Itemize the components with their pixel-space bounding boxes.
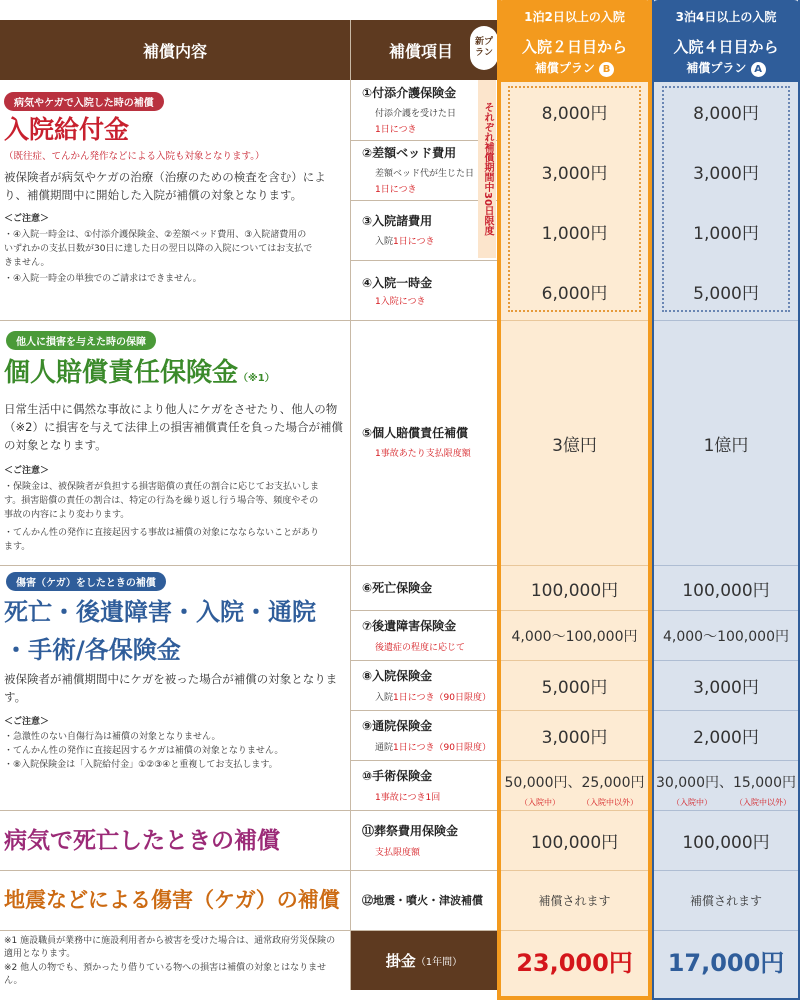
plan-a-premium: 17,000円	[667, 949, 785, 977]
item-red: 1事故につき1回	[375, 793, 441, 803]
plan-a-main-label: 入院４日目から	[673, 38, 779, 56]
item-sub: 入院1日につき（90日限度）	[375, 693, 492, 703]
plan-b-label-outpatient: （入院中以外）	[582, 798, 638, 807]
plan-b-value: 3,000円	[541, 728, 608, 748]
hospital-note-head: ＜ご注意＞	[4, 214, 50, 224]
item-title: ④入院一時金	[362, 276, 433, 290]
header-contents: 補償内容	[0, 20, 350, 80]
row-line	[351, 140, 497, 141]
plan-a-label-outpatient: （入院中以外）	[735, 798, 791, 807]
hospital-note-1: ・④入院一時金は、①付添介護保険金、②差額ベッド費用、③入院諸費用のいずれかの支払日数が30日に達した日の翌日以降の入院についてはお支払できません。	[4, 230, 313, 268]
liability-note-2: ・てんかん性の発作に直接起因する事故は補償の対象になならないことがあります。	[4, 528, 320, 552]
plan-a-value: 補償されます	[689, 894, 762, 908]
plan-a-top-label: 3泊4日以上の入院	[652, 0, 800, 32]
row-line	[0, 870, 497, 871]
plan-b-value: 3,000円	[541, 163, 608, 184]
hospital-note-2: ・④入院一時金の単独でのご請求はできません。	[4, 274, 202, 284]
liability-pill: 他人に損害を与えた時の保障	[6, 331, 156, 350]
row-line	[0, 565, 497, 566]
plan-b-value: 6,000円	[541, 283, 608, 304]
plan-b-sub-label: 補償プラン B	[497, 59, 652, 77]
plan-b-main-label: 入院２日目から	[521, 38, 627, 56]
hospital-title: 入院給付金	[4, 115, 130, 144]
item-red: 後遺症の程度に応じて	[375, 643, 466, 653]
item-title: ⑨通院保険金	[362, 719, 433, 733]
plan-a-sub-label: 補償プラン A	[652, 59, 800, 77]
injury-pill: 傷害（ケガ）をしたときの補償	[6, 572, 166, 591]
plan-b-top-label: 1泊2日以上の入院	[497, 0, 652, 32]
plan-b-value: 100,000円	[530, 833, 619, 853]
item-red: 1入院につき	[375, 297, 426, 307]
plan-b-value: 4,000〜100,000円	[511, 628, 638, 645]
plan-a-value: 1,000円	[693, 223, 759, 244]
period-limit-label: それぞれ補償期間中30日限度	[478, 80, 496, 258]
item-title: ②差額ベッド費用	[362, 146, 457, 160]
plan-a-value: 1億円	[703, 436, 749, 456]
plan-b-value: 補償されます	[538, 894, 611, 908]
hospital-pill: 病気やケガで入院した時の補償	[4, 92, 164, 111]
plan-a-value: 100,000円	[682, 833, 770, 853]
item-sub: 通院1日につき（90日限度）	[375, 743, 492, 753]
divider-left	[350, 20, 351, 990]
row-line	[501, 320, 648, 321]
plan-a-value: 3,000円	[693, 678, 759, 698]
item-title: ⑤個人賠償責任補償	[362, 426, 469, 440]
plan-a-value: 3,000円	[693, 163, 759, 184]
injury-title-2: ・手術/各保険金	[4, 636, 181, 664]
plan-b-value: 100,000円	[530, 580, 619, 601]
row-line	[351, 710, 497, 711]
footer-note-2: ※2 他人の物でも、預かったり借りている物への損害は補償の対象とはなりません。	[4, 963, 327, 986]
plan-b-header	[497, 32, 652, 82]
plan-b-value: 8,000円	[541, 103, 608, 124]
plan-b-value: 3億円	[552, 436, 597, 456]
row-line	[351, 200, 497, 201]
plan-b-premium: 23,000円	[516, 949, 633, 977]
row-line	[501, 760, 648, 761]
row-line	[351, 260, 497, 261]
item-title: ①付添介護保険金	[362, 86, 457, 100]
item-title: ⑫地震・噴火・津波補償	[362, 894, 483, 907]
row-line	[351, 660, 497, 661]
injury-note-1: ・急激性のない自傷行為は補償の対象となりません。	[4, 732, 221, 742]
illness-death-title: 病気で死亡したときの補償	[4, 828, 280, 854]
plan-a-value: 8,000円	[693, 103, 759, 124]
header-items: 補償項目	[351, 20, 497, 80]
plan-b-label-inpatient: （入院中）	[520, 798, 560, 807]
plan-b-value: 1,000円	[541, 223, 608, 244]
row-line	[351, 760, 497, 761]
plan-b-value: 50,000円、25,000円	[504, 775, 645, 791]
item-sub: 入院1日につき	[375, 237, 435, 247]
hospital-body: 被保険者が病気やケガの治療（治療のための検査を含む）により、補償期間中に開始した入院が補償の対象となります。	[4, 170, 326, 202]
hospital-subtitle: （既往症、てんかん発作などによる入院も対象となります。）	[4, 151, 265, 162]
item-red: 1事故あたり支払限度額	[375, 449, 471, 459]
liability-body: 日常生活中に偶然な事故により他人にケガをさせたり、他人の物（※2）に損害を与えて法律上の損害補償責任を負った場合が補償の対象となります。	[4, 402, 343, 452]
plan-a-value: 2,000円	[693, 728, 759, 748]
earthquake-title: 地震などによる傷害（ケガ）の補償	[4, 888, 340, 912]
row-line	[351, 610, 497, 611]
item-title: ⑧入院保険金	[362, 669, 433, 683]
item-red: 1日につき	[375, 185, 417, 195]
item-title: ⑦後遺障害保険金	[362, 619, 457, 633]
item-sub: 付添介護を受けた日	[375, 109, 457, 119]
row-line	[0, 320, 497, 321]
plan-a-value: 30,000円、15,000円	[656, 775, 796, 791]
item-red: 1日につき	[375, 125, 417, 135]
row-line	[654, 760, 798, 761]
item-title: ⑪葬祭費用保険金	[362, 824, 459, 838]
injury-title-1: 死亡・後遺障害・入院・通院	[4, 598, 316, 626]
item-sub: 差額ベッド代が生じた日	[375, 169, 475, 179]
item-title: ③入院諸費用	[362, 214, 433, 228]
plan-a-value: 5,000円	[693, 283, 759, 304]
plan-a-value: 100,000円	[682, 580, 770, 601]
injury-note-3: ・⑧入院保険金は「入院給付金」①②③④と重複してお支払します。	[4, 760, 278, 770]
item-title: ⑩手術保険金	[362, 769, 433, 783]
liability-note-head: ＜ご注意＞	[4, 466, 50, 476]
liability-note-1: ・保険金は、被保険者が負担する損害賠償の責任の割合に応じてお支払いします。損害賠償の責任の割合は、特定の行為を繰り返し行う場合等、頻度やその事故の内容により変わります。	[4, 482, 320, 520]
plan-a-label-inpatient: （入院中）	[672, 798, 712, 807]
row-line	[0, 810, 497, 811]
liability-title: 個人賠償責任保険金（※1）	[4, 358, 275, 388]
plan-a-letter: A	[751, 62, 766, 77]
row-line	[654, 320, 798, 321]
footer-note-1: ※1 施設職員が業務中に施設利用者から被害を受けた場合は、通常政府労災保険の適用となります。	[4, 936, 336, 959]
plan-a-header	[652, 32, 800, 82]
injury-note-head: ＜ご注意＞	[4, 717, 50, 727]
premium-label-cell: 掛金 （1年間）	[351, 931, 497, 990]
plan-b-value: 5,000円	[541, 678, 608, 698]
item-title: ⑥死亡保険金	[362, 581, 433, 595]
injury-note-2: ・てんかん性の発作に直接起因するケガは補償の対象となりません。	[4, 746, 284, 756]
item-red: 支払限度額	[375, 848, 421, 858]
plan-a-value: 4,000〜100,000円	[663, 628, 789, 645]
injury-body: 被保険者が補償期間中にケガを被った場合が補償の対象となります。	[4, 672, 338, 704]
plan-b-letter: B	[599, 62, 614, 77]
new-plan-badge: 新プラン	[470, 26, 498, 70]
